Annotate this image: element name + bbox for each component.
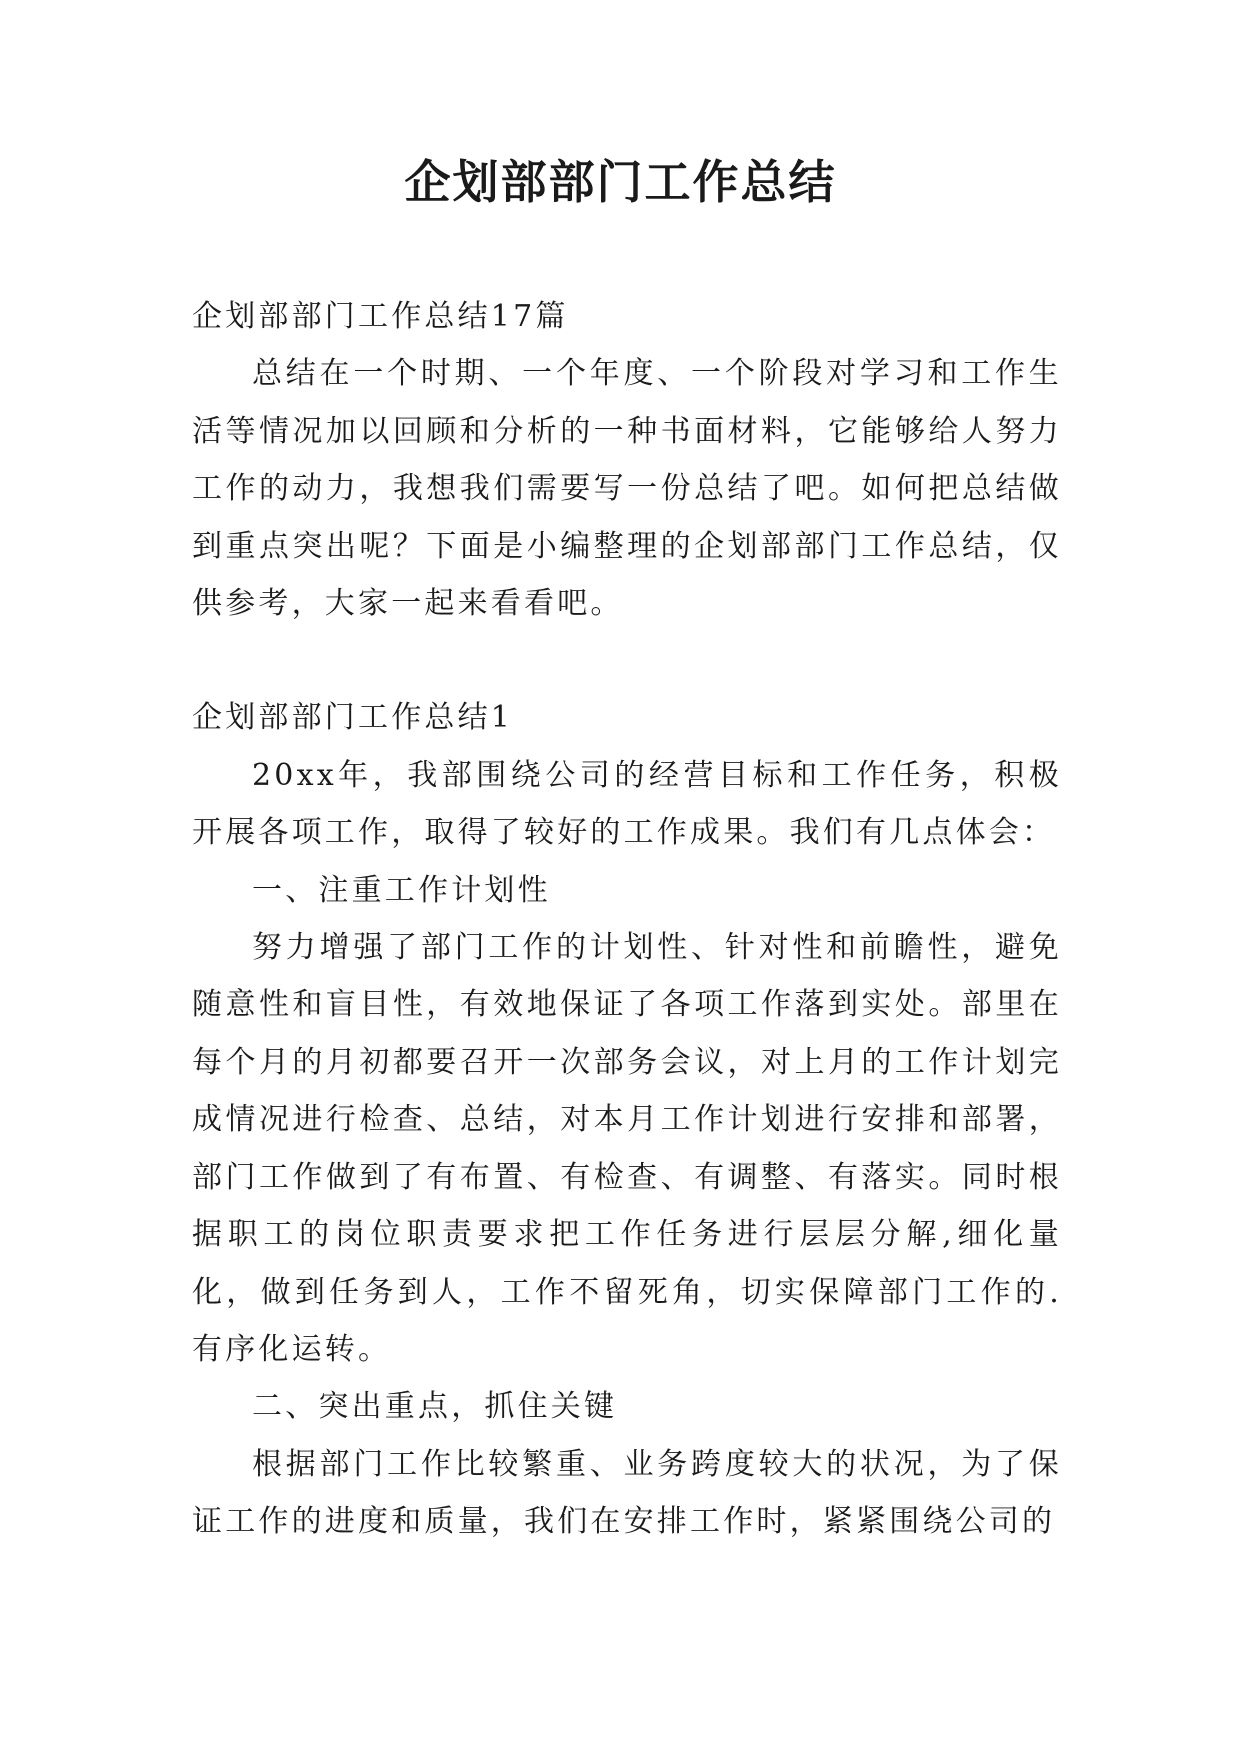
document-body: [192, 288, 1062, 1551]
paragraph-spacer: [192, 632, 1062, 689]
document-title: 企划部部门工作总结: [404, 155, 837, 209]
document-subtitle: 企划部部门工作总结17篇: [192, 299, 569, 334]
section-paragraph: 20xx年，我部围绕公司的经营目标和工作任务，积极开展各项工作，取得了较好的工作成果。我们有几点体会：: [192, 757, 1062, 851]
point-paragraph-2: 根据部门工作比较繁重、业务跨度较大的状况，为了保证工作的进度和质量，我们在安排工作时，紧紧围绕公司的: [192, 1446, 1062, 1540]
point-heading-1: 一、注重工作计划性: [252, 872, 551, 908]
intro-paragraph: 总结在一个时期、一个年度、一个阶段对学习和工作生活等情况加以回顾和分析的一种书面材料，它能够给人努力工作的动力，我想我们需要写一份总结了吧。如何把总结做到重点突出呢？下面是小编整理的企划部部门工作总结，仅供参考，大家一起来看看吧。: [192, 356, 1062, 622]
point-paragraph-1: 努力增强了部门工作的计划性、针对性和前瞻性，避免随意性和盲目性，有效地保证了各项工作落到实处。部里在每个月的月初都要召开一次部务会议，对上月的工作计划完成情况进行检查、总结，对本月工作计划进行安排和部署，部门工作做到了有布置、有检查、有调整、有落实。同时根据职工的岗位职责要求把工作任务进行层层分解,细化量化，做到任务到人，工作不留死角，切实保障部门工作的.有序化运转。: [192, 930, 1062, 1367]
section-heading: 企划部部门工作总结1: [192, 700, 514, 736]
point-heading-2: 二、突出重点，抓住关键: [252, 1389, 618, 1425]
